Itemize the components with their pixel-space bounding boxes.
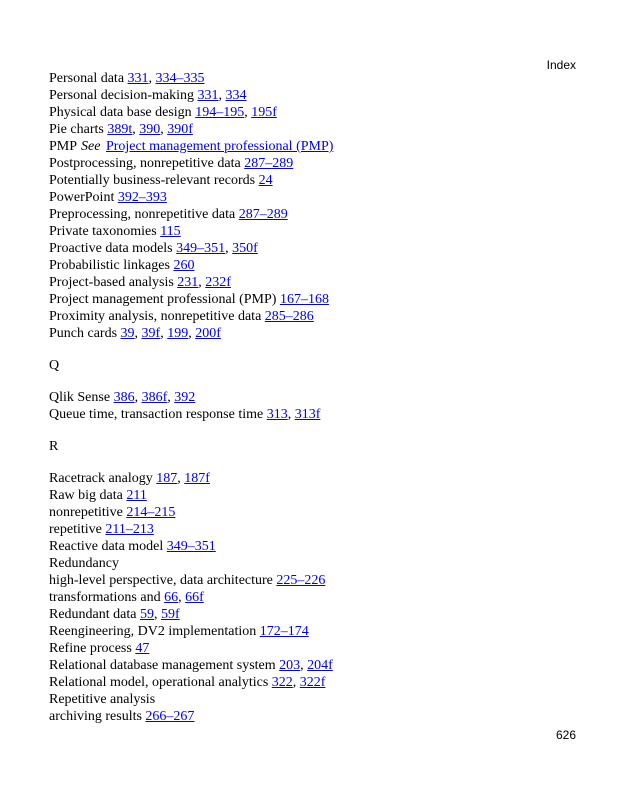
- index-entry: [49, 521, 589, 538]
- page-reference-link[interactable]: 187: [156, 471, 178, 486]
- page-reference-link[interactable]: 350f: [232, 241, 258, 256]
- page-reference-link[interactable]: 313: [266, 407, 288, 422]
- index-entry: Physical data base design 194–195, 195f: [49, 105, 277, 120]
- index-entry: Relational database management system 203, 204f: [49, 658, 333, 673]
- index-term: Personal data: [49, 71, 125, 86]
- page-reference-link[interactable]: 59: [139, 607, 154, 622]
- page-reference-link[interactable]: 287–289: [238, 207, 288, 222]
- index-entry: [49, 172, 589, 189]
- page-reference-link[interactable]: 285–286: [264, 309, 314, 324]
- index-term: Project management professional (PMP): [49, 292, 277, 307]
- page-reference-link[interactable]: 203: [279, 658, 301, 673]
- index-term: Private taxonomies: [49, 224, 157, 239]
- index-entry: Punch cards 39, 39f, 199, 200f: [49, 326, 221, 341]
- index-term: repetitive: [49, 522, 102, 537]
- page-reference-link[interactable]: 390f: [167, 122, 193, 137]
- page-reference-link[interactable]: 187f: [184, 471, 210, 486]
- index-entry: [49, 223, 589, 240]
- index-term: Preprocessing, nonrepetitive data: [49, 207, 236, 222]
- page-reference-link[interactable]: Project management professional (PMP): [105, 139, 334, 154]
- page-reference-link[interactable]: 225–226: [276, 573, 326, 588]
- section-gap: [49, 374, 589, 389]
- index-entry: Project-based analysis 231, 232f: [49, 275, 231, 290]
- index-term: Relational model, operational analytics: [49, 675, 269, 690]
- page-reference-link[interactable]: 204f: [307, 658, 333, 673]
- page-reference-link[interactable]: 211: [126, 488, 147, 503]
- index-entry: Racetrack analogy 187, 187f: [49, 471, 210, 486]
- page-reference-link[interactable]: 194–195: [195, 105, 245, 120]
- page-reference-link[interactable]: 47: [135, 641, 150, 656]
- index-entry: Proactive data models 349–351, 350f: [49, 241, 258, 256]
- index-entry: [49, 623, 589, 640]
- index-term: high-level perspective, data architecture: [49, 573, 273, 588]
- page-reference-link[interactable]: 386f: [141, 390, 168, 405]
- section-gap: [49, 423, 589, 438]
- index-term: Refine process: [49, 641, 132, 656]
- page-reference-link[interactable]: 231: [177, 275, 199, 290]
- page-number: 626: [555, 728, 576, 742]
- index-entry: [49, 308, 589, 325]
- index-term: Potentially business-relevant records: [49, 173, 256, 188]
- index-term: Reengineering, DV2 implementation: [49, 624, 257, 639]
- section-letter: Q: [49, 358, 60, 373]
- page-reference-link[interactable]: 232f: [205, 275, 231, 290]
- page-reference-link[interactable]: 199: [167, 326, 189, 341]
- page-reference-link[interactable]: 24: [258, 173, 273, 188]
- index-entry: [49, 291, 589, 308]
- see-reference-label: See: [81, 139, 101, 154]
- index-entry: Queue time, transaction response time 313, 313f: [49, 407, 321, 422]
- index-term: PMP: [49, 139, 78, 154]
- index-term: PowerPoint: [49, 190, 115, 205]
- page-reference-link[interactable]: 334–335: [155, 71, 205, 86]
- index-entry: [49, 257, 589, 274]
- page-reference-link[interactable]: 313f: [294, 407, 321, 422]
- index-entry: [49, 487, 589, 504]
- index-term: Punch cards: [49, 326, 118, 341]
- section-letter: R: [49, 439, 59, 454]
- index-entry: [49, 640, 589, 657]
- page-reference-link[interactable]: 66: [164, 590, 179, 605]
- index-entries: [49, 70, 589, 725]
- page-reference-link[interactable]: 214–215: [126, 505, 176, 520]
- index-entry: [49, 504, 589, 521]
- section-gap: [49, 342, 589, 357]
- index-term: Personal decision-making: [49, 88, 195, 103]
- page-reference-link[interactable]: 349–351: [176, 241, 226, 256]
- index-entry: [49, 691, 589, 708]
- index-term: Qlik Sense: [49, 390, 111, 405]
- page-reference-link[interactable]: 260: [173, 258, 195, 273]
- page-reference-link[interactable]: 200f: [195, 326, 221, 341]
- page-reference-link[interactable]: 59f: [160, 607, 180, 622]
- page-reference-link[interactable]: 392: [174, 390, 196, 405]
- page-reference-link[interactable]: 39: [120, 326, 135, 341]
- index-term: Queue time, transaction response time: [49, 407, 264, 422]
- page-reference-link[interactable]: 349–351: [166, 539, 216, 554]
- page-reference-link[interactable]: 172–174: [259, 624, 309, 639]
- page-reference-link[interactable]: 331: [127, 71, 149, 86]
- index-entry: [49, 155, 589, 172]
- page-reference-link[interactable]: 195f: [251, 105, 277, 120]
- index-entry: Personal decision-making 331, 334: [49, 88, 247, 103]
- page-reference-link[interactable]: 392–393: [117, 190, 167, 205]
- index-term: Redundant data: [49, 607, 137, 622]
- index-term: Proactive data models: [49, 241, 173, 256]
- index-term: Probabilistic linkages: [49, 258, 170, 273]
- index-term: Racetrack analogy: [49, 471, 153, 486]
- section-gap: [49, 455, 589, 470]
- index-term: Redundancy: [49, 556, 119, 571]
- index-term: Repetitive analysis: [49, 692, 156, 707]
- page-reference-link[interactable]: 331: [197, 88, 219, 103]
- index-term: transformations and: [49, 590, 161, 605]
- page-reference-link[interactable]: 389t: [107, 122, 133, 137]
- page-reference-link[interactable]: 39f: [141, 326, 161, 341]
- index-term: Pie charts: [49, 122, 104, 137]
- index-entry: Qlik Sense 386, 386f, 392: [49, 390, 196, 405]
- page-reference-link[interactable]: 115: [160, 224, 181, 239]
- index-term: nonrepetitive: [49, 505, 123, 520]
- index-term: Proximity analysis, nonrepetitive data: [49, 309, 262, 324]
- index-term: archiving results: [49, 709, 142, 724]
- index-term: Raw big data: [49, 488, 123, 503]
- page-reference-link[interactable]: 334: [225, 88, 247, 103]
- index-entry: [49, 555, 589, 572]
- index-term: Physical data base design: [49, 105, 192, 120]
- index-entry: [49, 206, 589, 223]
- index-entry: [49, 572, 589, 589]
- page-reference-link[interactable]: 266–267: [145, 709, 195, 724]
- page-reference-link[interactable]: 211–213: [105, 522, 154, 537]
- index-entry: Personal data 331, 334–335: [49, 71, 205, 86]
- index-entry: [49, 708, 589, 725]
- index-term: Reactive data model: [49, 539, 164, 554]
- index-entry: [49, 138, 589, 155]
- index-term: Project-based analysis: [49, 275, 174, 290]
- index-term: Postprocessing, nonrepetitive data: [49, 156, 241, 171]
- page-reference-link[interactable]: 322f: [299, 675, 326, 690]
- page-reference-link[interactable]: 66f: [185, 590, 204, 605]
- index-entry: Pie charts 389t, 390, 390f: [49, 122, 193, 137]
- index-term: Relational database management system: [49, 658, 276, 673]
- page-reference-link[interactable]: 386: [113, 390, 135, 405]
- index-entry: transformations and 66, 66f: [49, 590, 204, 605]
- page-reference-link[interactable]: 390: [139, 122, 161, 137]
- page-reference-link[interactable]: 167–168: [279, 292, 329, 307]
- running-head: Index: [546, 58, 576, 72]
- index-entry: [49, 538, 589, 555]
- page-reference-link[interactable]: 322: [271, 675, 293, 690]
- index-entry: [49, 189, 589, 206]
- index-entry: Redundant data 59, 59f: [49, 607, 180, 622]
- index-entry: Relational model, operational analytics 322, 322f: [49, 675, 326, 690]
- page-reference-link[interactable]: 287–289: [244, 156, 294, 171]
